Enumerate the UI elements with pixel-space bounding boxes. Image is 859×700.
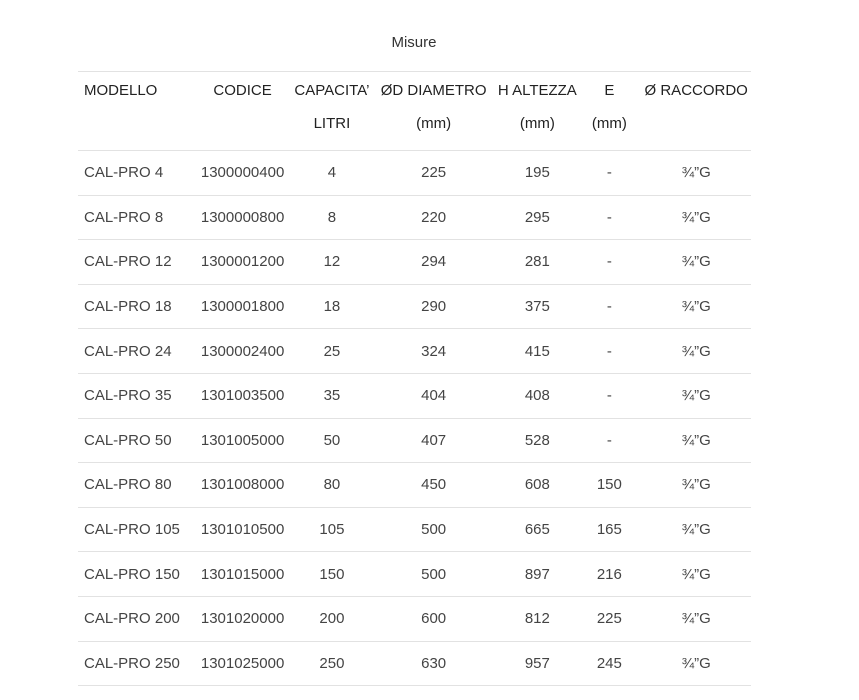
capacity-cell: 25 [294, 329, 370, 374]
table-row [78, 329, 751, 374]
diameter-cell: 407 [370, 418, 498, 463]
code-cell: 1301020000 [191, 596, 294, 641]
connection-cell: ¾”G [641, 151, 751, 196]
code-cell: 1300001800 [191, 284, 294, 329]
code-cell: 1301015000 [191, 552, 294, 597]
table-row [78, 463, 751, 508]
header-e-label: E [604, 82, 615, 99]
header-model-label: MODELLO [84, 82, 158, 99]
model-cell: CAL-PRO 8 [78, 195, 191, 240]
model-cell: CAL-PRO 105 [78, 507, 191, 552]
e-cell: 245 [577, 641, 641, 686]
header-capacity-unit: LITRI [313, 115, 351, 132]
connection-cell: ¾”G [641, 329, 751, 374]
diameter-cell: 290 [370, 284, 498, 329]
model-cell: CAL-PRO 50 [78, 418, 191, 463]
e-cell: 150 [577, 463, 641, 508]
table-body [78, 151, 751, 686]
e-cell: - [577, 329, 641, 374]
capacity-cell: 8 [294, 195, 370, 240]
e-cell: - [577, 151, 641, 196]
header-e [577, 72, 641, 151]
e-cell: - [577, 418, 641, 463]
capacity-cell: 12 [294, 240, 370, 285]
diameter-cell: 225 [370, 151, 498, 196]
connection-cell: ¾”G [641, 418, 751, 463]
connection-cell: ¾”G [641, 552, 751, 597]
diameter-cell: 324 [370, 329, 498, 374]
header-connection-label: Ø RACCORDO [644, 82, 748, 99]
diameter-cell: 630 [370, 641, 498, 686]
header-diameter-unit: (mm) [416, 115, 452, 132]
e-cell: - [577, 284, 641, 329]
diameter-cell: 220 [370, 195, 498, 240]
e-cell: - [577, 240, 641, 285]
capacity-cell: 18 [294, 284, 370, 329]
code-cell: 1301005000 [191, 418, 294, 463]
code-cell: 1300000800 [191, 195, 294, 240]
header-row [78, 72, 751, 151]
model-cell: CAL-PRO 4 [78, 151, 191, 196]
height-cell: 195 [497, 151, 577, 196]
height-cell: 415 [497, 329, 577, 374]
code-cell: 1300000400 [191, 151, 294, 196]
header-height-label: H ALTEZZA [497, 82, 577, 99]
connection-cell: ¾”G [641, 507, 751, 552]
height-cell: 957 [497, 641, 577, 686]
diameter-cell: 450 [370, 463, 498, 508]
diameter-cell: 600 [370, 596, 498, 641]
header-model [78, 72, 191, 151]
height-cell: 665 [497, 507, 577, 552]
diameter-cell: 294 [370, 240, 498, 285]
table-row [78, 195, 751, 240]
table-row [78, 240, 751, 285]
model-cell: CAL-PRO 12 [78, 240, 191, 285]
capacity-cell: 250 [294, 641, 370, 686]
capacity-cell: 4 [294, 151, 370, 196]
measurements-table [78, 71, 751, 686]
code-cell: 1300002400 [191, 329, 294, 374]
table-row [78, 507, 751, 552]
e-cell: - [577, 195, 641, 240]
connection-cell: ¾”G [641, 240, 751, 285]
capacity-cell: 50 [294, 418, 370, 463]
capacity-cell: 105 [294, 507, 370, 552]
header-code-label: CODICE [213, 82, 272, 99]
diameter-cell: 500 [370, 507, 498, 552]
height-cell: 281 [497, 240, 577, 285]
height-cell: 897 [497, 552, 577, 597]
header-connection [641, 72, 751, 151]
capacity-cell: 150 [294, 552, 370, 597]
code-cell: 1301008000 [191, 463, 294, 508]
height-cell: 812 [497, 596, 577, 641]
connection-cell: ¾”G [641, 195, 751, 240]
diameter-cell: 404 [370, 373, 498, 418]
code-cell: 1301025000 [191, 641, 294, 686]
diameter-cell: 500 [370, 552, 498, 597]
table-row [78, 641, 751, 686]
header-height [497, 72, 577, 151]
code-cell: 1301003500 [191, 373, 294, 418]
model-cell: CAL-PRO 80 [78, 463, 191, 508]
connection-cell: ¾”G [641, 373, 751, 418]
table-row [78, 151, 751, 196]
model-cell: CAL-PRO 24 [78, 329, 191, 374]
table-row [78, 373, 751, 418]
height-cell: 528 [497, 418, 577, 463]
table-row [78, 596, 751, 641]
capacity-cell: 200 [294, 596, 370, 641]
model-cell: CAL-PRO 250 [78, 641, 191, 686]
connection-cell: ¾”G [641, 463, 751, 508]
table-row [78, 552, 751, 597]
connection-cell: ¾”G [641, 596, 751, 641]
e-cell: 225 [577, 596, 641, 641]
height-cell: 375 [497, 284, 577, 329]
header-e-unit: (mm) [591, 115, 627, 132]
connection-cell: ¾”G [641, 284, 751, 329]
header-diameter-label: ØD DIAMETRO [380, 82, 487, 99]
header-capacity [294, 72, 370, 151]
capacity-cell: 80 [294, 463, 370, 508]
table-caption: Misure [391, 34, 437, 51]
e-cell: 216 [577, 552, 641, 597]
table-row [78, 418, 751, 463]
connection-cell: ¾”G [641, 641, 751, 686]
model-cell: CAL-PRO 150 [78, 552, 191, 597]
e-cell: - [577, 373, 641, 418]
model-cell: CAL-PRO 18 [78, 284, 191, 329]
header-capacity-label: CAPACITA’ [294, 82, 370, 99]
height-cell: 408 [497, 373, 577, 418]
header-diameter [370, 72, 498, 151]
table-row [78, 284, 751, 329]
height-cell: 608 [497, 463, 577, 508]
height-cell: 295 [497, 195, 577, 240]
e-cell: 165 [577, 507, 641, 552]
model-cell: CAL-PRO 200 [78, 596, 191, 641]
capacity-cell: 35 [294, 373, 370, 418]
code-cell: 1301010500 [191, 507, 294, 552]
model-cell: CAL-PRO 35 [78, 373, 191, 418]
header-height-unit: (mm) [519, 115, 555, 132]
header-code [191, 72, 294, 151]
code-cell: 1300001200 [191, 240, 294, 285]
